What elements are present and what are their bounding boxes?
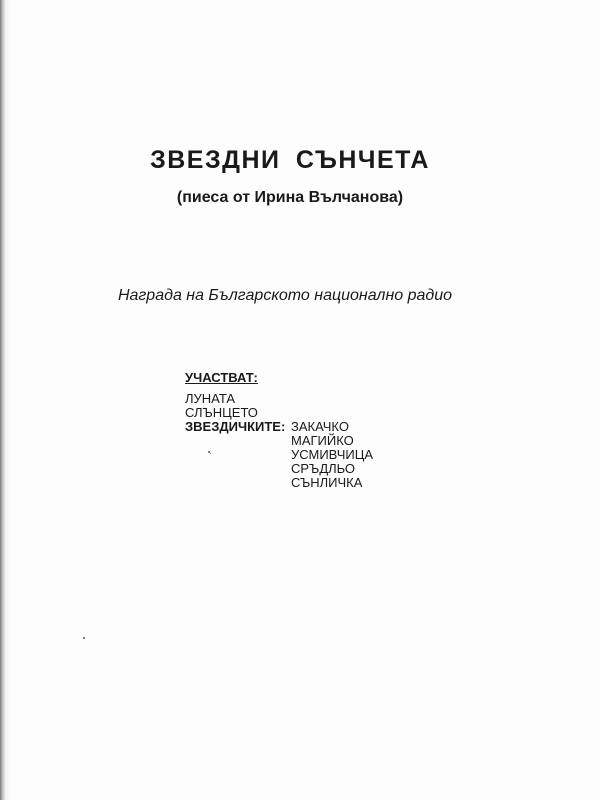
play-title: ЗВЕЗДНИ СЪНЧЕТА (150, 146, 430, 174)
scan-binding-shadow (5, 0, 11, 800)
cast-heading: УЧАСТВАТ: (185, 370, 258, 385)
cast-member-sradlyo: СРЪДЛЬО (291, 461, 356, 476)
cast-character-moon: ЛУНАТА (185, 391, 236, 406)
award-note: Награда на Българското национално радио (117, 287, 453, 304)
cast-member-zakachko: ЗАКАЧКО (291, 419, 349, 434)
cast-group-label-stars: ЗВЕЗДИЧКИТЕ: (185, 419, 286, 434)
cast-member-magiyko: МАГИЙКО (291, 433, 354, 448)
cast-character-sun: СЛЪНЦЕТО (185, 405, 258, 420)
cast-member-sanlichka: СЪНЛИЧКА (291, 475, 363, 490)
cast-member-usmivchitsa: УСМИВЧИЦА (291, 447, 374, 462)
play-author-subtitle: (пиеса от Ирина Вълчанова) (176, 189, 404, 206)
scan-speck (210, 453, 211, 454)
scan-speck (83, 637, 85, 639)
